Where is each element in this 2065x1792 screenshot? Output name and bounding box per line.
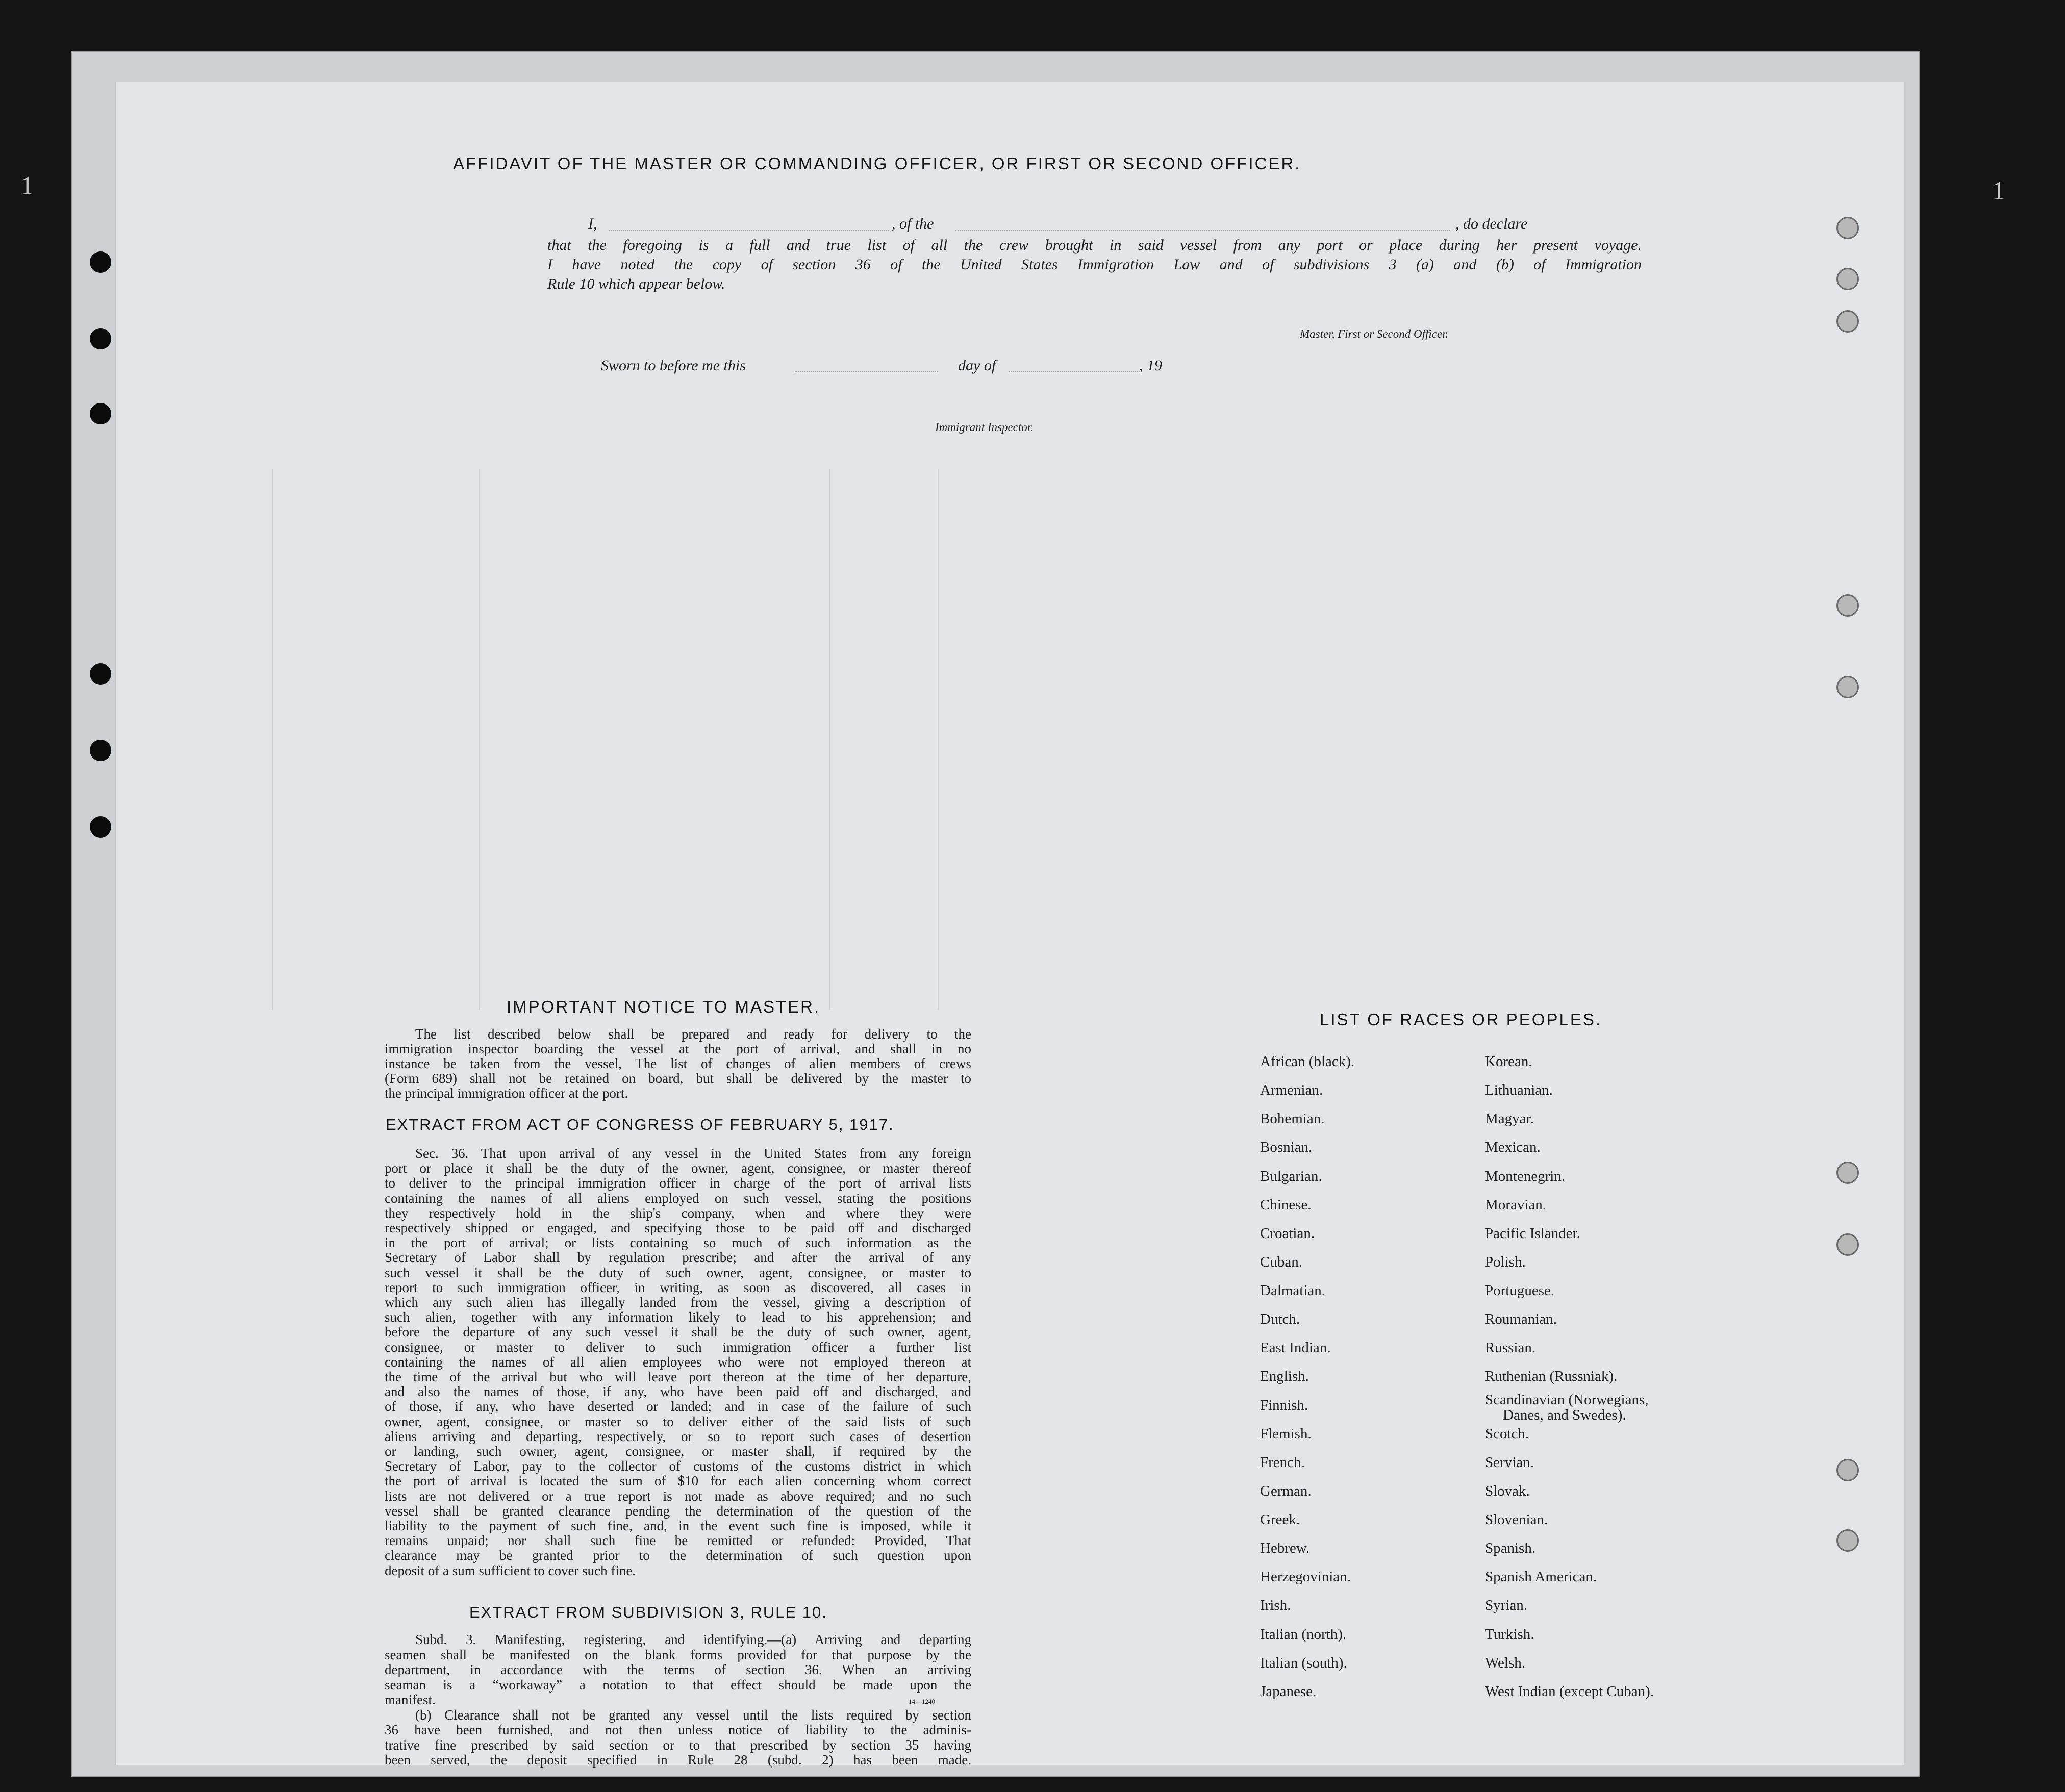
act-line: they respectively hold in the ship's company, when and where they were [385, 1205, 971, 1221]
act-line: Sec. 36. That upon arrival of any vessel in the United States from any foreign [415, 1146, 971, 1161]
act-line: lists are not delivered or a true report is not made as above required; and no such [385, 1488, 971, 1504]
act-extract-title: EXTRACT FROM ACT OF CONGRESS OF FEBRUARY 5, 1917. [386, 1116, 894, 1133]
rule-line: been served, the deposit specified in Rule 28 (subd. 2) has been made. [385, 1752, 971, 1768]
race-item: Korean. [1485, 1053, 1532, 1070]
race-item: Scotch. [1485, 1426, 1529, 1442]
punch-hole-icon [90, 663, 111, 685]
race-item: Lithuanian. [1485, 1082, 1553, 1098]
rule-line: department, in accordance with the terms of section 36. When an arriving [385, 1662, 971, 1677]
punch-hole-icon [1836, 594, 1859, 617]
signature-label: Master, First or Second Officer. [1300, 327, 1449, 340]
race-item: Pacific Islander. [1485, 1225, 1580, 1242]
punch-hole-icon [1836, 1162, 1859, 1184]
punch-hole-icon [1836, 310, 1859, 333]
punch-hole-icon [90, 816, 111, 838]
affidavit-title: AFFIDAVIT OF THE MASTER OR COMMANDING OFFICER, OR FIRST OR SECOND OFFICER. [453, 154, 1301, 173]
race-item: Ruthenian (Russniak). [1485, 1368, 1618, 1384]
race-item: African (black). [1260, 1053, 1355, 1070]
punch-hole-icon [1836, 268, 1859, 290]
act-line: owner, agent, consignee, or master so to deliver either of the said lists of such [385, 1414, 971, 1429]
affidavit-line-4: Rule 10 which appear below. [547, 275, 725, 292]
form-number: 14—1240 [909, 1698, 935, 1705]
punch-hole-icon [1836, 1459, 1859, 1481]
punch-hole-icon [90, 328, 111, 349]
act-line: to deliver to the principal immigration officer in charge of the port of arrival lists [385, 1175, 971, 1191]
punch-hole-icon [1836, 217, 1859, 239]
form-page [115, 82, 1904, 1768]
act-line: remains unpaid; nor shall such fine be remitted or refunded: Provided, That [385, 1533, 971, 1549]
column-rule [829, 469, 830, 1010]
race-item: Irish. [1260, 1597, 1291, 1613]
race-item: Scandinavian (Norwegians, [1485, 1392, 1649, 1408]
rule-line: (b) Clearance shall not be granted any vessel until the lists required by section [415, 1707, 971, 1723]
act-line: Secretary of Labor, pay to the collector of customs of the customs district in which [385, 1458, 971, 1474]
rule-extract-body [385, 1632, 971, 1768]
act-line: vessel shall be granted clearance pending the determination of the question of the [385, 1503, 971, 1519]
race-item: Herzegovinian. [1260, 1569, 1351, 1585]
sworn-line [601, 357, 1315, 380]
act-line: report to such immigration officer, in writing, as soon as discovered, all cases in [385, 1279, 971, 1295]
day-blank [795, 371, 938, 372]
race-item: Moravian. [1485, 1197, 1546, 1213]
race-item: East Indian. [1260, 1340, 1331, 1356]
act-line: in the port of arrival; or lists containing so much of such information as the [385, 1235, 971, 1251]
act-line: the time of the arrival but who will leave port thereon at the time of her departure, [385, 1369, 971, 1385]
race-item: French. [1260, 1454, 1305, 1471]
punch-hole-icon [1836, 1529, 1859, 1552]
act-line: respectively shipped or engaged, and specifying those to be paid off and discharged [385, 1220, 971, 1236]
act-line: which any such alien has illegally landed from the vessel, giving a description of [385, 1295, 971, 1310]
race-item: Spanish. [1485, 1540, 1536, 1556]
races-left-column [1260, 1053, 1474, 1717]
race-item: Bohemian. [1260, 1110, 1325, 1127]
race-item: Japanese. [1260, 1683, 1317, 1700]
inspector-label: Immigrant Inspector. [935, 421, 1034, 434]
act-line: the port of arrival is located the sum of $10 for each alien concerning whom correct [385, 1473, 971, 1489]
punch-hole-icon [90, 403, 111, 424]
notice-line: (Form 689) shall not be retained on board, but shall be delivered by the master to [385, 1071, 971, 1086]
act-line: containing the names of all alien employees who were not employed thereon at [385, 1354, 971, 1370]
race-item: Chinese. [1260, 1197, 1312, 1213]
act-line: containing the names of all aliens employed on such vessel, stating the positions [385, 1190, 971, 1206]
act-line: such vessel it shall be the duty of such owner, agent, consignee, or master to [385, 1265, 971, 1280]
act-line: clearance may be granted prior to the determination of such question upon [385, 1548, 971, 1563]
affidavit-declaration [547, 215, 1644, 238]
race-item: Servian. [1485, 1454, 1534, 1471]
act-line: aliens arriving and departing, respectively, or so to report such cases of desertion [385, 1428, 971, 1444]
act-line: Secretary of Labor shall by regulation prescribe; and after the arrival of any [385, 1250, 971, 1266]
act-line: and also the names of those, if any, who have been paid off and discharged, and [385, 1384, 971, 1400]
race-item: Bulgarian. [1260, 1168, 1322, 1184]
notice-title: IMPORTANT NOTICE TO MASTER. [507, 997, 821, 1016]
race-item: Italian (south). [1260, 1655, 1347, 1671]
rule-line: trative fine prescribed by said section or to that prescribed by section 35 having [385, 1737, 971, 1753]
race-item: German. [1260, 1483, 1312, 1499]
rule-line: seaman is a “workaway” a notation to that effect should be made upon the [385, 1677, 971, 1693]
race-item: West Indian (except Cuban). [1485, 1683, 1654, 1700]
declaration-of-the: , of the [892, 215, 934, 232]
act-line: or landing, such owner, agent, consignee, or master shall, if required by the [385, 1444, 971, 1459]
notice-line: instance be taken from the vessel, The list of changes of alien members of crews [385, 1056, 971, 1071]
affidavit-line-3: I have noted the copy of section 36 of the United States Immigration Law and of subdivisions 3 (a) and (b) of Immigration [547, 256, 1642, 273]
rule-line: 36 have been furnished, and not then unless notice of liability to the adminis- [385, 1722, 971, 1737]
race-item: Spanish American. [1485, 1569, 1597, 1585]
race-item: Dutch. [1260, 1311, 1300, 1327]
name-blank [609, 230, 889, 231]
notice-line: the principal immigration officer at the port. [385, 1086, 628, 1101]
act-line: consignee, or master to deliver to such immigration officer a further list [385, 1339, 971, 1355]
race-item: Armenian. [1260, 1082, 1323, 1098]
sworn-text: Sworn to before me this [601, 357, 746, 374]
notice-line: immigration inspector boarding the vessel at the port of arrival, and shall in no [385, 1041, 971, 1056]
race-item: Portuguese. [1485, 1282, 1555, 1299]
race-item: English. [1260, 1368, 1309, 1384]
race-item: Croatian. [1260, 1225, 1315, 1242]
race-item-continuation: Danes, and Swedes). [1503, 1407, 1626, 1423]
month-blank [1009, 371, 1142, 372]
rule-line: seamen shall be manifested on the blank forms provided for that purpose by the [385, 1647, 971, 1662]
race-item: Hebrew. [1260, 1540, 1310, 1556]
punch-hole-icon [1836, 676, 1859, 698]
rule-line: Subd. 3. Manifesting, registering, and identifying.—(a) Arriving and departing [415, 1632, 971, 1647]
races-title: LIST OF RACES OR PEOPLES. [1320, 1010, 1602, 1029]
punch-hole-icon [90, 251, 111, 273]
punch-hole-icon [1836, 1233, 1859, 1256]
race-item: Mexican. [1485, 1139, 1541, 1155]
race-item: Welsh. [1485, 1655, 1526, 1671]
rule-extract-title: EXTRACT FROM SUBDIVISION 3, RULE 10. [469, 1603, 827, 1621]
race-item: Italian (north). [1260, 1626, 1347, 1643]
rule-line: manifest. [385, 1692, 436, 1707]
race-item: Montenegrin. [1485, 1168, 1566, 1184]
race-item: Dalmatian. [1260, 1282, 1326, 1299]
column-rule [938, 469, 939, 1010]
race-item: Syrian. [1485, 1597, 1527, 1613]
act-line: before the departure of any such vessel it shall be the duty of such owner, agent, [385, 1324, 971, 1340]
race-item: Bosnian. [1260, 1139, 1313, 1155]
notice-body [385, 1027, 971, 1101]
race-item: Cuban. [1260, 1254, 1302, 1270]
race-item: Slovak. [1485, 1483, 1530, 1499]
races-right-column [1485, 1053, 1771, 1717]
vessel-blank [955, 230, 1450, 231]
notice-line: The list described below shall be prepared and ready for delivery to the [415, 1026, 971, 1042]
declaration-do-declare: , do declare [1455, 215, 1528, 232]
race-item: Magyar. [1485, 1110, 1534, 1127]
day-of-text: day of [958, 357, 996, 374]
punch-hole-icon [90, 740, 111, 761]
act-line: of those, if any, who have deserted or landed; and in case of the failure of such [385, 1399, 971, 1415]
margin-mark-left: 1 [20, 171, 34, 200]
act-line: such alien, together with any information likely to lead to his apprehension; and [385, 1309, 971, 1325]
race-item: Turkish. [1485, 1626, 1534, 1643]
race-item: Polish. [1485, 1254, 1526, 1270]
column-rule [272, 469, 273, 1010]
act-line: liability to the payment of such fine, and, in the event such fine is imposed, while it [385, 1518, 971, 1534]
year-text: , 19 [1139, 357, 1162, 374]
declaration-i: I, [588, 215, 597, 232]
race-item: Greek. [1260, 1511, 1300, 1528]
race-item: Slovenian. [1485, 1511, 1548, 1528]
race-item: Flemish. [1260, 1426, 1312, 1442]
race-item: Finnish. [1260, 1397, 1308, 1414]
affidavit-line-2: that the foregoing is a full and true list of all the crew brought in said vessel from any port or place during her present voyage. [547, 237, 1642, 254]
act-extract-body [385, 1146, 971, 1578]
race-item: Russian. [1485, 1340, 1536, 1356]
margin-mark-right: 1 [1992, 176, 2005, 206]
race-item: Roumanian. [1485, 1311, 1557, 1327]
column-rule [479, 469, 480, 1010]
act-line: port or place it shall be the duty of the owner, agent, consignee, or master thereof [385, 1160, 971, 1176]
act-line: deposit of a sum sufficient to cover such fine. [385, 1562, 636, 1578]
